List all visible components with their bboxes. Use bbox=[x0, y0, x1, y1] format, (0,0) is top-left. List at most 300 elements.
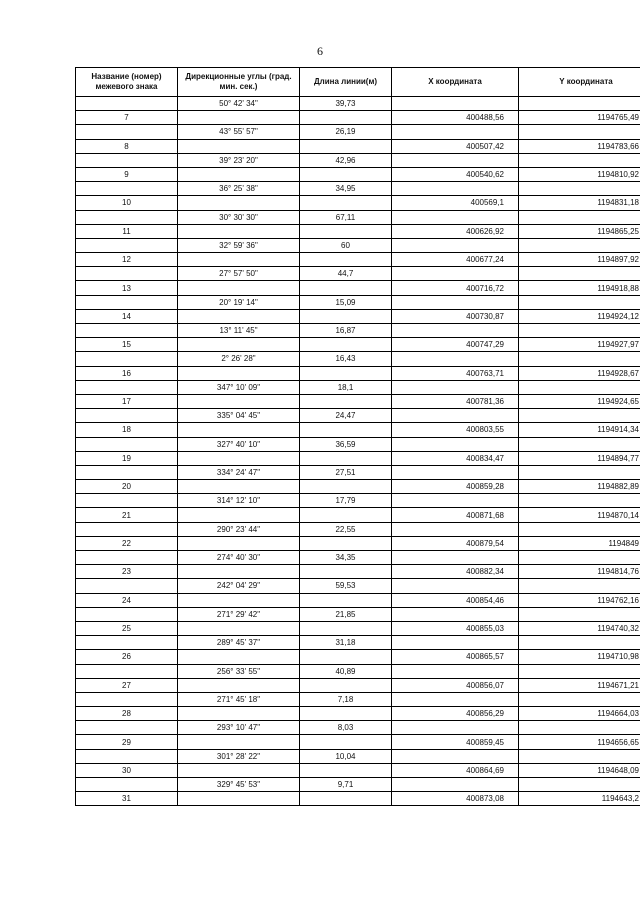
cell-line-length: 26,19 bbox=[300, 125, 392, 139]
table-row bbox=[76, 692, 640, 706]
cell-direction-angle: 289° 45' 37" bbox=[178, 636, 300, 650]
cell-x-coordinate: 400873,08 bbox=[392, 792, 519, 806]
table-row bbox=[76, 97, 640, 111]
cell-point-name bbox=[76, 324, 178, 338]
cell-line-length: 60 bbox=[300, 238, 392, 252]
cell-x-coordinate: 400763,71 bbox=[392, 366, 519, 380]
cell-point-name: 28 bbox=[76, 707, 178, 721]
cell-direction-angle bbox=[178, 196, 300, 210]
cell-direction-angle: 293° 10' 47" bbox=[178, 721, 300, 735]
cell-direction-angle bbox=[178, 650, 300, 664]
cell-direction-angle bbox=[178, 111, 300, 125]
cell-y-coordinate: 1194783,66 bbox=[519, 139, 640, 153]
cell-direction-angle: 20° 19' 14" bbox=[178, 295, 300, 309]
cell-direction-angle bbox=[178, 678, 300, 692]
cell-x-coordinate: 400854,46 bbox=[392, 593, 519, 607]
cell-direction-angle bbox=[178, 792, 300, 806]
cell-direction-angle bbox=[178, 224, 300, 238]
cell-point-name: 26 bbox=[76, 650, 178, 664]
cell-direction-angle bbox=[178, 281, 300, 295]
cell-direction-angle: 39° 23' 20" bbox=[178, 153, 300, 167]
cell-x-coordinate bbox=[392, 409, 519, 423]
cell-point-name: 7 bbox=[76, 111, 178, 125]
table-row bbox=[76, 536, 640, 550]
cell-point-name bbox=[76, 749, 178, 763]
cell-x-coordinate: 400626,92 bbox=[392, 224, 519, 238]
table-row bbox=[76, 607, 640, 621]
table-row bbox=[76, 621, 640, 635]
cell-line-length: 16,87 bbox=[300, 324, 392, 338]
cell-line-length bbox=[300, 451, 392, 465]
cell-y-coordinate bbox=[519, 97, 640, 111]
cell-line-length: 18,1 bbox=[300, 380, 392, 394]
boundary-coordinates-table bbox=[75, 67, 640, 806]
cell-x-coordinate: 400856,29 bbox=[392, 707, 519, 721]
cell-y-coordinate: 1194918,88 bbox=[519, 281, 640, 295]
cell-point-name: 10 bbox=[76, 196, 178, 210]
table-row bbox=[76, 111, 640, 125]
cell-direction-angle: 2° 26' 28" bbox=[178, 352, 300, 366]
table-header-row bbox=[76, 68, 640, 97]
cell-point-name: 11 bbox=[76, 224, 178, 238]
cell-x-coordinate bbox=[392, 125, 519, 139]
cell-y-coordinate bbox=[519, 579, 640, 593]
cell-x-coordinate bbox=[392, 153, 519, 167]
table-row bbox=[76, 494, 640, 508]
cell-direction-angle bbox=[178, 139, 300, 153]
table-row bbox=[76, 380, 640, 394]
table-row bbox=[76, 707, 640, 721]
cell-x-coordinate bbox=[392, 721, 519, 735]
cell-point-name: 14 bbox=[76, 309, 178, 323]
cell-line-length: 27,51 bbox=[300, 465, 392, 479]
cell-x-coordinate: 400856,07 bbox=[392, 678, 519, 692]
cell-y-coordinate bbox=[519, 778, 640, 792]
table-row bbox=[76, 423, 640, 437]
cell-point-name bbox=[76, 267, 178, 281]
cell-point-name: 15 bbox=[76, 338, 178, 352]
table-row bbox=[76, 281, 640, 295]
cell-y-coordinate: 1194927,97 bbox=[519, 338, 640, 352]
cell-y-coordinate: 1194914,34 bbox=[519, 423, 640, 437]
cell-y-coordinate: 1194740,32 bbox=[519, 621, 640, 635]
cell-direction-angle bbox=[178, 394, 300, 408]
cell-point-name bbox=[76, 692, 178, 706]
cell-direction-angle: 335° 04' 45" bbox=[178, 409, 300, 423]
cell-direction-angle: 327° 40' 10" bbox=[178, 437, 300, 451]
table-row bbox=[76, 565, 640, 579]
table-row bbox=[76, 394, 640, 408]
cell-x-coordinate bbox=[392, 664, 519, 678]
cell-line-length: 36,59 bbox=[300, 437, 392, 451]
cell-y-coordinate: 1194710,98 bbox=[519, 650, 640, 664]
table-row bbox=[76, 593, 640, 607]
cell-line-length bbox=[300, 536, 392, 550]
cell-y-coordinate: 1194664,03 bbox=[519, 707, 640, 721]
cell-x-coordinate bbox=[392, 97, 519, 111]
cell-direction-angle: 334° 24' 47" bbox=[178, 465, 300, 479]
cell-x-coordinate bbox=[392, 437, 519, 451]
cell-y-coordinate: 1194849 bbox=[519, 536, 640, 550]
cell-point-name bbox=[76, 153, 178, 167]
cell-x-coordinate: 400488,56 bbox=[392, 111, 519, 125]
cell-direction-angle: 347° 10' 09" bbox=[178, 380, 300, 394]
cell-x-coordinate: 400864,69 bbox=[392, 763, 519, 777]
cell-point-name bbox=[76, 721, 178, 735]
cell-point-name bbox=[76, 636, 178, 650]
header-angles: Дирекционные углы (град. мин. сек.) bbox=[178, 68, 300, 97]
cell-x-coordinate bbox=[392, 551, 519, 565]
cell-point-name: 13 bbox=[76, 281, 178, 295]
cell-direction-angle bbox=[178, 338, 300, 352]
cell-y-coordinate bbox=[519, 551, 640, 565]
cell-direction-angle bbox=[178, 253, 300, 267]
cell-point-name bbox=[76, 465, 178, 479]
header-x: X координата bbox=[392, 68, 519, 97]
cell-y-coordinate: 1194894,77 bbox=[519, 451, 640, 465]
cell-x-coordinate bbox=[392, 522, 519, 536]
table-row bbox=[76, 721, 640, 735]
cell-y-coordinate bbox=[519, 324, 640, 338]
cell-direction-angle: 30° 30' 30" bbox=[178, 210, 300, 224]
table-row bbox=[76, 224, 640, 238]
cell-direction-angle: 329° 45' 53" bbox=[178, 778, 300, 792]
cell-x-coordinate: 400540,62 bbox=[392, 167, 519, 181]
cell-line-length bbox=[300, 707, 392, 721]
cell-line-length bbox=[300, 678, 392, 692]
cell-x-coordinate: 400859,28 bbox=[392, 480, 519, 494]
cell-point-name: 8 bbox=[76, 139, 178, 153]
header-name: Название (номер) межевого знака bbox=[76, 68, 178, 97]
table-row bbox=[76, 508, 640, 522]
cell-direction-angle bbox=[178, 763, 300, 777]
cell-point-name bbox=[76, 125, 178, 139]
cell-point-name bbox=[76, 97, 178, 111]
cell-line-length bbox=[300, 650, 392, 664]
cell-x-coordinate bbox=[392, 692, 519, 706]
cell-direction-angle: 13° 11' 45" bbox=[178, 324, 300, 338]
cell-point-name: 17 bbox=[76, 394, 178, 408]
cell-direction-angle bbox=[178, 451, 300, 465]
table-row bbox=[76, 763, 640, 777]
cell-line-length: 7,18 bbox=[300, 692, 392, 706]
cell-point-name: 30 bbox=[76, 763, 178, 777]
cell-line-length: 22,55 bbox=[300, 522, 392, 536]
cell-point-name: 16 bbox=[76, 366, 178, 380]
cell-line-length bbox=[300, 480, 392, 494]
cell-x-coordinate bbox=[392, 465, 519, 479]
cell-line-length: 8,03 bbox=[300, 721, 392, 735]
cell-x-coordinate: 400716,72 bbox=[392, 281, 519, 295]
cell-x-coordinate: 400834,47 bbox=[392, 451, 519, 465]
table-row bbox=[76, 522, 640, 536]
table-row bbox=[76, 196, 640, 210]
cell-x-coordinate bbox=[392, 380, 519, 394]
cell-y-coordinate: 1194765,49 bbox=[519, 111, 640, 125]
cell-y-coordinate bbox=[519, 465, 640, 479]
cell-x-coordinate bbox=[392, 210, 519, 224]
cell-line-length: 9,71 bbox=[300, 778, 392, 792]
cell-x-coordinate: 400871,68 bbox=[392, 508, 519, 522]
table-row bbox=[76, 366, 640, 380]
cell-point-name bbox=[76, 522, 178, 536]
table-row bbox=[76, 167, 640, 181]
table-row bbox=[76, 465, 640, 479]
cell-y-coordinate: 1194656,65 bbox=[519, 735, 640, 749]
cell-y-coordinate bbox=[519, 380, 640, 394]
table-row bbox=[76, 792, 640, 806]
cell-line-length: 44,7 bbox=[300, 267, 392, 281]
cell-point-name: 19 bbox=[76, 451, 178, 465]
table-row bbox=[76, 210, 640, 224]
cell-x-coordinate: 400781,36 bbox=[392, 394, 519, 408]
cell-x-coordinate: 400569,1 bbox=[392, 196, 519, 210]
table-row bbox=[76, 409, 640, 423]
cell-line-length bbox=[300, 224, 392, 238]
cell-direction-angle: 301° 28' 22" bbox=[178, 749, 300, 763]
cell-direction-angle bbox=[178, 366, 300, 380]
cell-y-coordinate: 1194865,25 bbox=[519, 224, 640, 238]
cell-y-coordinate: 1194643,2 bbox=[519, 792, 640, 806]
cell-x-coordinate bbox=[392, 267, 519, 281]
cell-point-name bbox=[76, 778, 178, 792]
cell-direction-angle bbox=[178, 309, 300, 323]
cell-direction-angle: 50° 42' 34" bbox=[178, 97, 300, 111]
cell-x-coordinate bbox=[392, 182, 519, 196]
header-length: Длина линии(м) bbox=[300, 68, 392, 97]
table-row bbox=[76, 437, 640, 451]
cell-y-coordinate bbox=[519, 664, 640, 678]
cell-direction-angle bbox=[178, 423, 300, 437]
cell-line-length bbox=[300, 111, 392, 125]
cell-y-coordinate: 1194671,21 bbox=[519, 678, 640, 692]
cell-y-coordinate: 1194648,09 bbox=[519, 763, 640, 777]
cell-direction-angle: 314° 12' 10" bbox=[178, 494, 300, 508]
cell-point-name bbox=[76, 579, 178, 593]
table-row bbox=[76, 480, 640, 494]
cell-line-length: 10,04 bbox=[300, 749, 392, 763]
cell-direction-angle: 274° 40' 30" bbox=[178, 551, 300, 565]
cell-direction-angle bbox=[178, 707, 300, 721]
cell-direction-angle bbox=[178, 480, 300, 494]
cell-line-length: 15,09 bbox=[300, 295, 392, 309]
cell-point-name: 12 bbox=[76, 253, 178, 267]
cell-direction-angle: 256° 33' 55" bbox=[178, 664, 300, 678]
cell-y-coordinate bbox=[519, 409, 640, 423]
cell-line-length bbox=[300, 423, 392, 437]
cell-point-name bbox=[76, 238, 178, 252]
cell-line-length: 42,96 bbox=[300, 153, 392, 167]
cell-y-coordinate: 1194870,14 bbox=[519, 508, 640, 522]
cell-x-coordinate bbox=[392, 494, 519, 508]
cell-point-name: 20 bbox=[76, 480, 178, 494]
table-row bbox=[76, 735, 640, 749]
cell-line-length: 67,11 bbox=[300, 210, 392, 224]
cell-line-length bbox=[300, 735, 392, 749]
table-row bbox=[76, 295, 640, 309]
cell-x-coordinate bbox=[392, 636, 519, 650]
table-row bbox=[76, 338, 640, 352]
cell-direction-angle bbox=[178, 167, 300, 181]
table-row bbox=[76, 352, 640, 366]
cell-line-length: 39,73 bbox=[300, 97, 392, 111]
cell-y-coordinate bbox=[519, 607, 640, 621]
cell-y-coordinate bbox=[519, 267, 640, 281]
cell-point-name: 24 bbox=[76, 593, 178, 607]
cell-line-length bbox=[300, 253, 392, 267]
cell-y-coordinate bbox=[519, 522, 640, 536]
header-y: Y координата bbox=[519, 68, 640, 97]
cell-y-coordinate bbox=[519, 210, 640, 224]
cell-x-coordinate: 400803,55 bbox=[392, 423, 519, 437]
cell-x-coordinate: 400859,45 bbox=[392, 735, 519, 749]
cell-line-length bbox=[300, 338, 392, 352]
cell-x-coordinate: 400882,34 bbox=[392, 565, 519, 579]
table-row bbox=[76, 579, 640, 593]
cell-line-length: 34,95 bbox=[300, 182, 392, 196]
cell-line-length bbox=[300, 394, 392, 408]
cell-direction-angle bbox=[178, 735, 300, 749]
cell-direction-angle: 36° 25' 38" bbox=[178, 182, 300, 196]
cell-x-coordinate bbox=[392, 607, 519, 621]
cell-point-name bbox=[76, 210, 178, 224]
table-row bbox=[76, 153, 640, 167]
table-row bbox=[76, 267, 640, 281]
cell-y-coordinate bbox=[519, 238, 640, 252]
cell-point-name bbox=[76, 295, 178, 309]
table-row bbox=[76, 778, 640, 792]
cell-line-length bbox=[300, 366, 392, 380]
cell-line-length bbox=[300, 281, 392, 295]
cell-point-name bbox=[76, 380, 178, 394]
cell-y-coordinate bbox=[519, 153, 640, 167]
cell-line-length: 17,79 bbox=[300, 494, 392, 508]
cell-x-coordinate: 400855,03 bbox=[392, 621, 519, 635]
cell-y-coordinate: 1194897,92 bbox=[519, 253, 640, 267]
cell-x-coordinate bbox=[392, 295, 519, 309]
cell-x-coordinate: 400747,29 bbox=[392, 338, 519, 352]
cell-direction-angle: 290° 23' 44" bbox=[178, 522, 300, 536]
page-number: 6 bbox=[317, 44, 323, 58]
cell-x-coordinate: 400677,24 bbox=[392, 253, 519, 267]
cell-line-length bbox=[300, 593, 392, 607]
table-row bbox=[76, 451, 640, 465]
cell-y-coordinate bbox=[519, 295, 640, 309]
cell-line-length bbox=[300, 139, 392, 153]
cell-y-coordinate: 1194831,18 bbox=[519, 196, 640, 210]
table-row bbox=[76, 238, 640, 252]
cell-line-length bbox=[300, 792, 392, 806]
cell-x-coordinate: 400730,87 bbox=[392, 309, 519, 323]
cell-direction-angle: 242° 04' 29" bbox=[178, 579, 300, 593]
cell-point-name bbox=[76, 437, 178, 451]
cell-point-name bbox=[76, 494, 178, 508]
cell-point-name bbox=[76, 409, 178, 423]
cell-y-coordinate: 1194814,76 bbox=[519, 565, 640, 579]
table-row bbox=[76, 309, 640, 323]
cell-line-length: 40,89 bbox=[300, 664, 392, 678]
cell-y-coordinate: 1194762,16 bbox=[519, 593, 640, 607]
cell-y-coordinate: 1194928,67 bbox=[519, 366, 640, 380]
cell-line-length: 59,53 bbox=[300, 579, 392, 593]
cell-y-coordinate: 1194924,12 bbox=[519, 309, 640, 323]
table-row bbox=[76, 139, 640, 153]
table-body bbox=[76, 97, 640, 806]
cell-direction-angle bbox=[178, 508, 300, 522]
cell-point-name: 25 bbox=[76, 621, 178, 635]
table-row bbox=[76, 182, 640, 196]
table-row bbox=[76, 650, 640, 664]
cell-direction-angle: 27° 57' 50" bbox=[178, 267, 300, 281]
cell-y-coordinate bbox=[519, 352, 640, 366]
cell-direction-angle bbox=[178, 621, 300, 635]
cell-point-name: 23 bbox=[76, 565, 178, 579]
cell-line-length bbox=[300, 621, 392, 635]
cell-point-name bbox=[76, 551, 178, 565]
cell-x-coordinate bbox=[392, 238, 519, 252]
cell-point-name bbox=[76, 664, 178, 678]
cell-y-coordinate: 1194882,89 bbox=[519, 480, 640, 494]
table-row bbox=[76, 749, 640, 763]
cell-x-coordinate bbox=[392, 352, 519, 366]
table-row bbox=[76, 253, 640, 267]
cell-direction-angle: 32° 59' 36" bbox=[178, 238, 300, 252]
cell-direction-angle: 271° 29' 42" bbox=[178, 607, 300, 621]
cell-x-coordinate: 400879,54 bbox=[392, 536, 519, 550]
cell-point-name: 31 bbox=[76, 792, 178, 806]
table-row bbox=[76, 636, 640, 650]
table-row bbox=[76, 125, 640, 139]
cell-line-length bbox=[300, 309, 392, 323]
cell-x-coordinate: 400865,57 bbox=[392, 650, 519, 664]
table-row bbox=[76, 664, 640, 678]
cell-y-coordinate bbox=[519, 182, 640, 196]
cell-line-length bbox=[300, 763, 392, 777]
table-row bbox=[76, 324, 640, 338]
cell-y-coordinate: 1194924,65 bbox=[519, 394, 640, 408]
cell-y-coordinate bbox=[519, 721, 640, 735]
table-row bbox=[76, 551, 640, 565]
cell-line-length: 31,18 bbox=[300, 636, 392, 650]
cell-point-name: 21 bbox=[76, 508, 178, 522]
cell-y-coordinate bbox=[519, 692, 640, 706]
cell-point-name: 9 bbox=[76, 167, 178, 181]
cell-direction-angle bbox=[178, 536, 300, 550]
cell-point-name bbox=[76, 182, 178, 196]
cell-point-name: 27 bbox=[76, 678, 178, 692]
cell-x-coordinate bbox=[392, 778, 519, 792]
cell-point-name bbox=[76, 352, 178, 366]
cell-direction-angle bbox=[178, 565, 300, 579]
cell-line-length bbox=[300, 565, 392, 579]
cell-x-coordinate bbox=[392, 749, 519, 763]
cell-line-length: 21,85 bbox=[300, 607, 392, 621]
cell-line-length bbox=[300, 196, 392, 210]
cell-point-name: 29 bbox=[76, 735, 178, 749]
cell-line-length: 34,35 bbox=[300, 551, 392, 565]
cell-y-coordinate bbox=[519, 437, 640, 451]
cell-direction-angle: 43° 55' 57" bbox=[178, 125, 300, 139]
cell-line-length: 16,43 bbox=[300, 352, 392, 366]
cell-x-coordinate bbox=[392, 579, 519, 593]
cell-point-name: 18 bbox=[76, 423, 178, 437]
cell-y-coordinate bbox=[519, 749, 640, 763]
cell-y-coordinate bbox=[519, 125, 640, 139]
cell-line-length bbox=[300, 508, 392, 522]
table-row bbox=[76, 678, 640, 692]
cell-direction-angle: 271° 45' 18" bbox=[178, 692, 300, 706]
cell-line-length: 24,47 bbox=[300, 409, 392, 423]
